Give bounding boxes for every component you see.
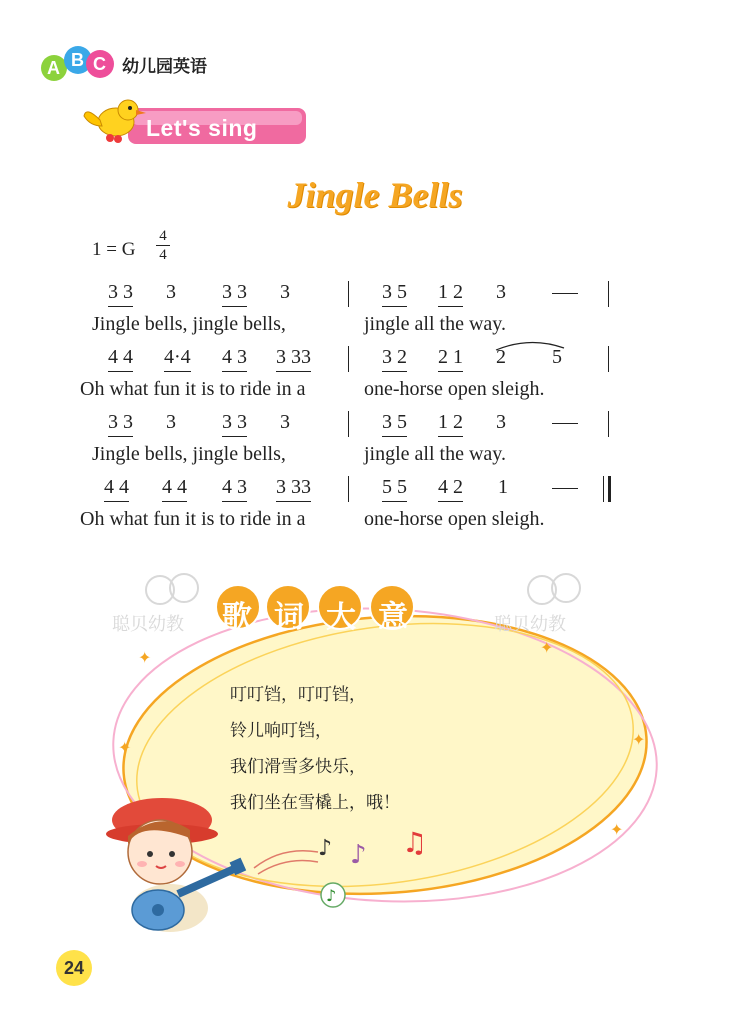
sparkle-icon: ✦ <box>632 730 646 749</box>
meaning-line: 铃儿响叮铛， <box>230 721 332 741</box>
series-title: 幼儿园英语 <box>122 57 207 77</box>
music-note-icon: ♪ <box>318 836 333 861</box>
note-group: 4 3 <box>222 346 247 372</box>
meaning-line: 我们坐在雪橇上，哦！ <box>230 793 400 813</box>
note-group: 4 4 <box>104 476 129 502</box>
bar-line <box>608 281 609 307</box>
note-group: 4 2 <box>438 476 463 502</box>
fraction-line <box>156 245 170 246</box>
tie-arc <box>492 336 568 352</box>
note-group: 3 <box>496 281 506 303</box>
sparkle-icon: ✦ <box>138 648 152 667</box>
lyrics-line: Jingle bells, jingle bells, <box>92 313 286 335</box>
note-group: 2 <box>496 346 506 368</box>
lyrics-line: one-horse open sleigh. <box>364 378 545 400</box>
end-bar-line-thick <box>608 476 611 502</box>
abc-logo-icon <box>38 40 122 84</box>
note-group: 3 <box>166 411 176 433</box>
hold-dash <box>552 423 578 424</box>
lyrics-line: Oh what fun it is to ride in a <box>80 508 306 530</box>
note-group: 3 33 <box>276 476 311 502</box>
music-note-bubble-icon <box>318 880 348 910</box>
logo-letter-c: C <box>93 54 106 74</box>
meaning-heading <box>208 582 430 635</box>
note-group: 3 <box>166 281 176 303</box>
note-group: 3 5 <box>382 281 407 307</box>
bird-icon <box>80 92 150 152</box>
note-group: 5 5 <box>382 476 407 502</box>
kids-watermark-icon <box>522 568 588 608</box>
key-signature: 1 = G <box>92 239 136 260</box>
bar-line <box>608 411 609 437</box>
music-notes-icon: ♫ <box>402 826 428 859</box>
hold-dash <box>552 293 578 294</box>
lyrics-line: one-horse open sleigh. <box>364 508 545 530</box>
note-group: 4·4 <box>164 346 191 372</box>
note-group: 3 3 <box>108 411 133 437</box>
note-group: 4 4 <box>162 476 187 502</box>
note-group: 3 33 <box>276 346 311 372</box>
note-group: 3 5 <box>382 411 407 437</box>
note-group: 4 3 <box>222 476 247 502</box>
kids-watermark-icon <box>140 568 206 608</box>
sound-wave-icon <box>252 838 322 878</box>
series-logo <box>38 40 238 84</box>
lyrics-line: Oh what fun it is to ride in a <box>80 378 306 400</box>
music-note-icon: ♪ <box>350 840 367 870</box>
note-group: 2 1 <box>438 346 463 372</box>
note-group: 5 <box>552 346 562 368</box>
logo-letter-a: A <box>47 58 60 78</box>
page-number: 24 <box>56 950 92 986</box>
note-group: 3 3 <box>222 281 247 307</box>
sparkle-icon: ✦ <box>540 638 554 657</box>
note-group: 3 2 <box>382 346 407 372</box>
bar-line <box>348 476 349 502</box>
song-title: Jingle Bells <box>287 175 463 215</box>
girl-with-guitar-icon <box>100 790 260 940</box>
lyrics-line: jingle all the way. <box>364 443 506 465</box>
note-group: 4 4 <box>108 346 133 372</box>
note-group: 3 3 <box>222 411 247 437</box>
section-label: Let's sing <box>146 115 258 141</box>
note-group: 3 <box>280 411 290 433</box>
sparkle-icon: ✦ <box>118 738 132 757</box>
note-group: 3 3 <box>108 281 133 307</box>
meaning-line: 我们滑雪多快乐， <box>230 757 366 777</box>
note-group: 1 2 <box>438 281 463 307</box>
hold-dash <box>552 488 578 489</box>
bar-line <box>348 346 349 372</box>
svg-text:♪: ♪ <box>326 886 337 905</box>
time-signature-top: 4 <box>159 228 167 244</box>
bar-line <box>608 346 609 372</box>
logo-letter-b: B <box>71 50 84 70</box>
section-banner <box>80 92 310 152</box>
note-group: 3 <box>496 411 506 433</box>
sparkle-icon: ✦ <box>610 820 624 839</box>
time-signature <box>156 228 170 263</box>
time-signature-bottom: 4 <box>159 247 167 263</box>
note-group: 3 <box>280 281 290 303</box>
watermark-left: 聪贝幼教 <box>112 614 184 635</box>
lyrics-line: jingle all the way. <box>364 313 506 335</box>
meaning-heading-text: 歌词大意 <box>222 600 430 635</box>
watermark-right: 聪贝幼教 <box>494 614 566 635</box>
bar-line <box>348 281 349 307</box>
bar-line <box>348 411 349 437</box>
lyrics-line: Jingle bells, jingle bells, <box>92 443 286 465</box>
note-group: 1 2 <box>438 411 463 437</box>
meaning-line: 叮叮铛，叮叮铛， <box>230 685 366 705</box>
note-group: 1 <box>498 476 508 498</box>
end-bar-line-thin <box>603 476 604 502</box>
